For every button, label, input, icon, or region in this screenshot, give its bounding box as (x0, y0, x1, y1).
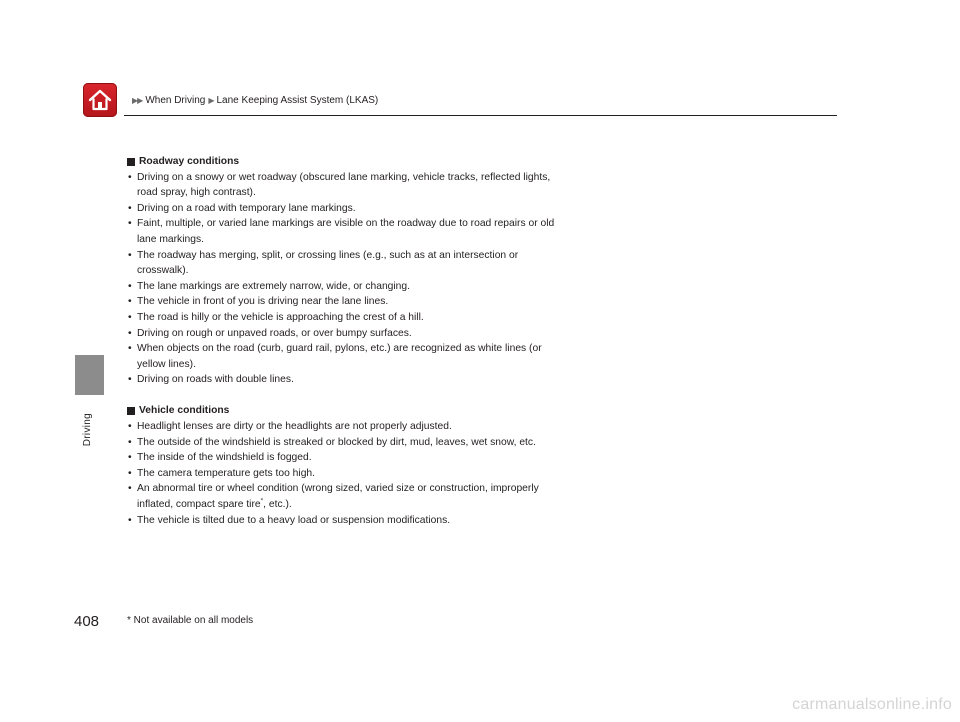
list-item: • The vehicle is tilted due to a heavy load or suspension modifications. (127, 513, 567, 529)
list-item: • The vehicle in front of you is driving near the lane lines. (127, 294, 567, 310)
section-heading-vehicle (127, 403, 567, 419)
list-item-text: , etc.). (263, 498, 292, 510)
footnote: * Not available on all models (127, 615, 254, 626)
list-item: • The lane markings are extremely narrow, wide, or changing. (127, 279, 567, 295)
roadway-conditions-list (127, 170, 567, 388)
list-item (127, 481, 567, 512)
section-title: Roadway conditions (139, 156, 240, 167)
chapter-label: Driving (82, 413, 93, 447)
breadcrumb-arrow-icon: ▶ (208, 96, 214, 105)
vehicle-conditions-list (127, 419, 567, 528)
page-number: 408 (74, 613, 100, 630)
list-item: • Driving on roads with double lines. (127, 372, 567, 388)
section-heading-roadway (127, 154, 567, 170)
list-item: • Driving on a snowy or wet roadway (obscured lane marking, vehicle tracks, reflected lights, road spray, high contrast). (127, 170, 567, 201)
list-item: • The road is hilly or the vehicle is approaching the crest of a hill. (127, 310, 567, 326)
list-item-text: An abnormal tire or wheel condition (wrong sized, varied size or construction, improperly inflated, compact spare tire (137, 483, 539, 510)
page-content (127, 154, 567, 528)
list-item: • The inside of the windshield is fogged. (127, 450, 567, 466)
list-item: • The outside of the windshield is streaked or blocked by dirt, mud, leaves, wet snow, etc. (127, 435, 567, 451)
list-item: • The roadway has merging, split, or crossing lines (e.g., such as at an intersection or crosswalk). (127, 248, 567, 279)
header-divider (124, 115, 837, 116)
list-item: • Faint, multiple, or varied lane markings are visible on the roadway due to road repairs or old lane markings. (127, 216, 567, 247)
home-button[interactable] (83, 83, 117, 117)
section-title: Vehicle conditions (139, 405, 230, 417)
list-item: • Driving on a road with temporary lane markings. (127, 201, 567, 217)
watermark: carmanualsonline.info (792, 696, 952, 713)
breadcrumb-arrow-icon: ▶▶ (132, 96, 143, 105)
square-bullet-icon (127, 158, 135, 166)
breadcrumb (132, 95, 378, 106)
breadcrumb-item-when-driving[interactable]: When Driving (145, 95, 206, 106)
home-icon (88, 89, 112, 111)
list-item: • Headlight lenses are dirty or the headlights are not properly adjusted. (127, 419, 567, 435)
breadcrumb-item-lkas[interactable]: Lane Keeping Assist System (LKAS) (216, 95, 379, 106)
list-item: • Driving on rough or unpaved roads, or over bumpy surfaces. (127, 326, 567, 342)
list-item: • The camera temperature gets too high. (127, 466, 567, 482)
list-item: • When objects on the road (curb, guard rail, pylons, etc.) are recognized as white lines (or yellow lines). (127, 341, 567, 372)
chapter-tab[interactable] (75, 355, 104, 395)
footnote-mark: * (260, 497, 264, 505)
square-bullet-icon (127, 407, 135, 415)
